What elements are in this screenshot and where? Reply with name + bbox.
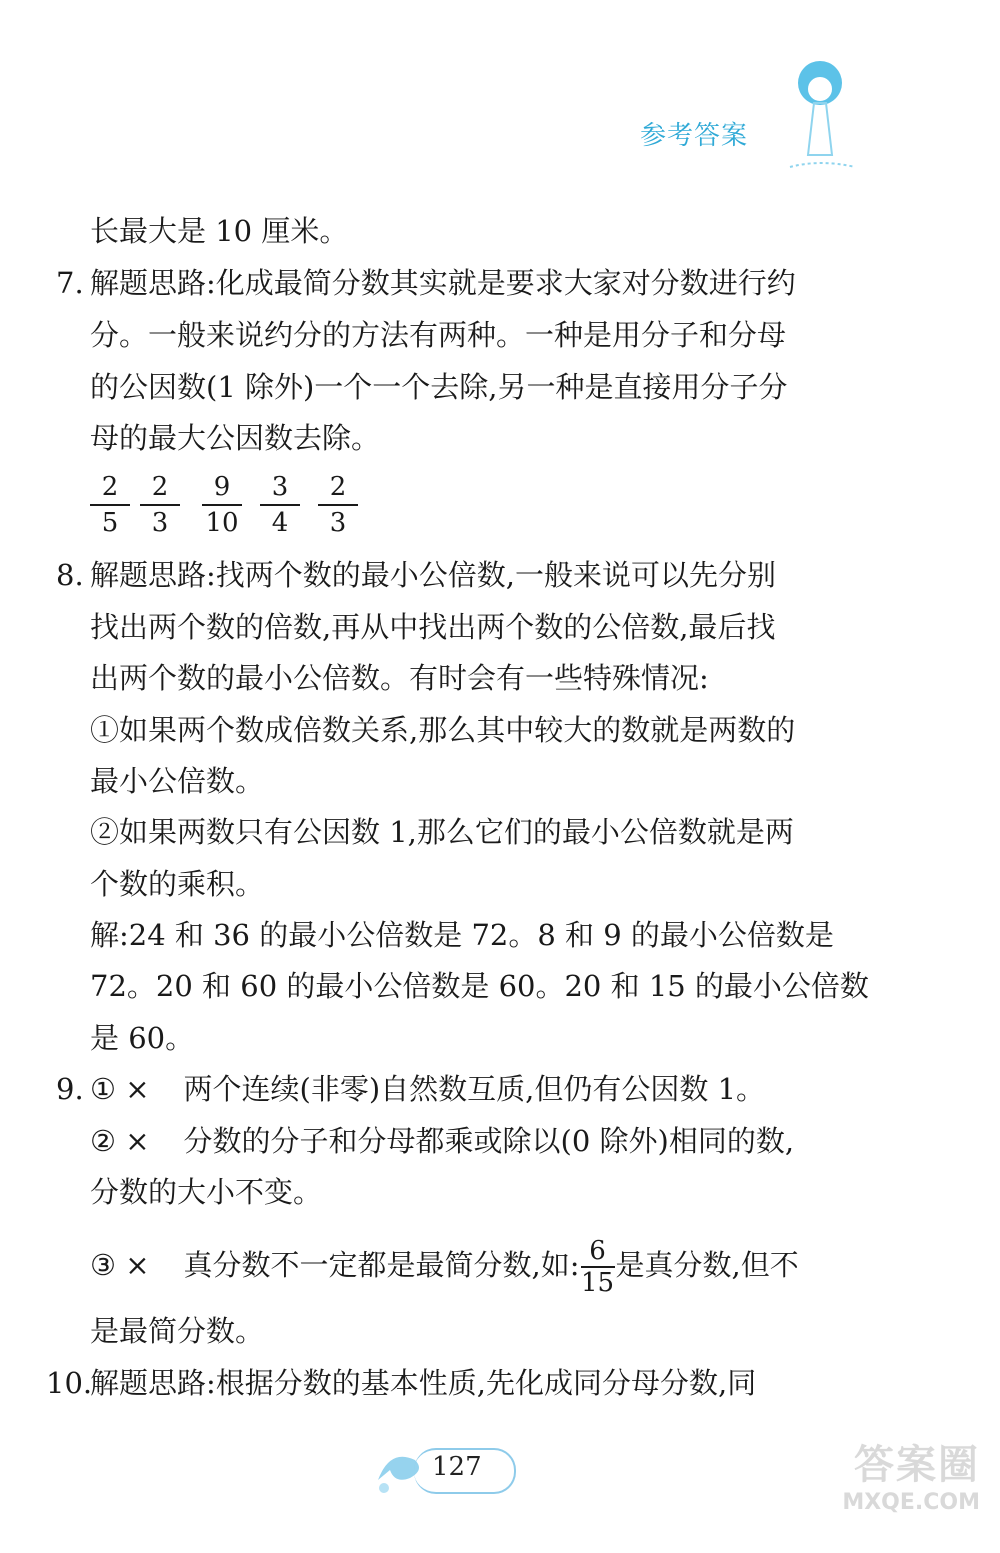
answer-text: 真分数不一定都是最简分数,如: [183,1248,580,1282]
q8-line: 个数的乘积。 [90,867,265,901]
numerator: 3 [271,472,289,502]
denominator: 10 [205,508,239,538]
answer-mark: ② × [90,1124,150,1158]
fraction [202,472,242,538]
q10-line: 解题思路:根据分数的基本性质,先化成同分母分数,同 [90,1366,757,1400]
q9-item [90,1123,794,1159]
fraction-bar [260,504,300,506]
fraction-bar [202,504,242,506]
q7-line: 解题思路:化成最简分数其实就是要求大家对分数进行约 [90,266,796,300]
denominator: 5 [101,508,119,538]
q9-number: 9. [56,1072,84,1106]
fraction [140,472,180,538]
denominator: 3 [151,508,169,538]
fraction [318,472,358,538]
q7-line: 的公因数(1 除外)一个一个去除,另一种是直接用分子分 [90,370,788,404]
q9-item: 是最简分数。 [90,1314,265,1348]
q9-item [90,1235,799,1297]
q10-number: 10. [46,1366,93,1400]
q7-line: 母的最大公因数去除。 [90,421,381,455]
fraction-bar [140,504,180,506]
q8-line: 最小公倍数。 [90,764,265,798]
answer-mark: ③ × [90,1248,150,1282]
fraction [260,472,300,538]
q8-line: 找出两个数的倍数,再从中找出两个数的公倍数,最后找 [90,610,776,644]
q8-line: 解:24 和 36 的最小公倍数是 72。8 和 9 的最小公倍数是 [90,918,834,952]
q8-line: ②如果两数只有公因数 1,那么它们的最小公倍数就是两 [90,815,794,849]
answer-mark: ① × [90,1072,150,1106]
answer-text: 两个连续(非零)自然数互质,但仍有公因数 1。 [183,1072,766,1106]
fraction [581,1237,615,1297]
girl-mascot-icon [780,55,860,175]
numerator: 2 [329,472,347,502]
page-header [640,55,880,195]
answer-text: 是真分数,但不 [615,1248,799,1282]
watermark-logo: 答案圈 [854,1442,980,1488]
numerator: 2 [151,472,169,502]
denominator: 3 [329,508,347,538]
page-number: 127 [432,1452,482,1482]
answer-text: 分数的分子和分母都乘或除以(0 除外)相同的数, [183,1124,795,1158]
q9-item [90,1071,765,1107]
q9-item: 分数的大小不变。 [90,1175,323,1209]
fraction-bar [90,504,130,506]
numerator: 9 [213,472,231,502]
q8-line: 72。20 和 60 的最小公倍数是 60。20 和 15 的最小公倍数 [90,969,869,1003]
denominator: 4 [271,508,289,538]
q8-line: ①如果两个数成倍数关系,那么其中较大的数就是两数的 [90,713,796,747]
q8-number: 8. [56,558,84,592]
q7-number: 7. [56,266,84,300]
q8-line: 出两个数的最小公倍数。有时会有一些特殊情况: [90,661,709,695]
fraction [90,472,130,538]
q7-line: 分。一般来说约分的方法有两种。一种是用分子和分母 [90,318,787,352]
q8-line: 是 60。 [90,1021,195,1055]
watermark-url: MXQE.COM [842,1490,980,1515]
numerator: 6 [589,1236,606,1266]
fraction-bar [318,504,358,506]
continuation-line: 长最大是 10 厘米。 [90,214,349,248]
page-footer [370,1440,530,1500]
header-title: 参考答案 [640,121,749,151]
q8-line: 解题思路:找两个数的最小公倍数,一般来说可以先分别 [90,558,776,592]
watermark [800,1433,980,1533]
numerator: 2 [101,472,119,502]
denominator: 15 [580,1268,615,1298]
